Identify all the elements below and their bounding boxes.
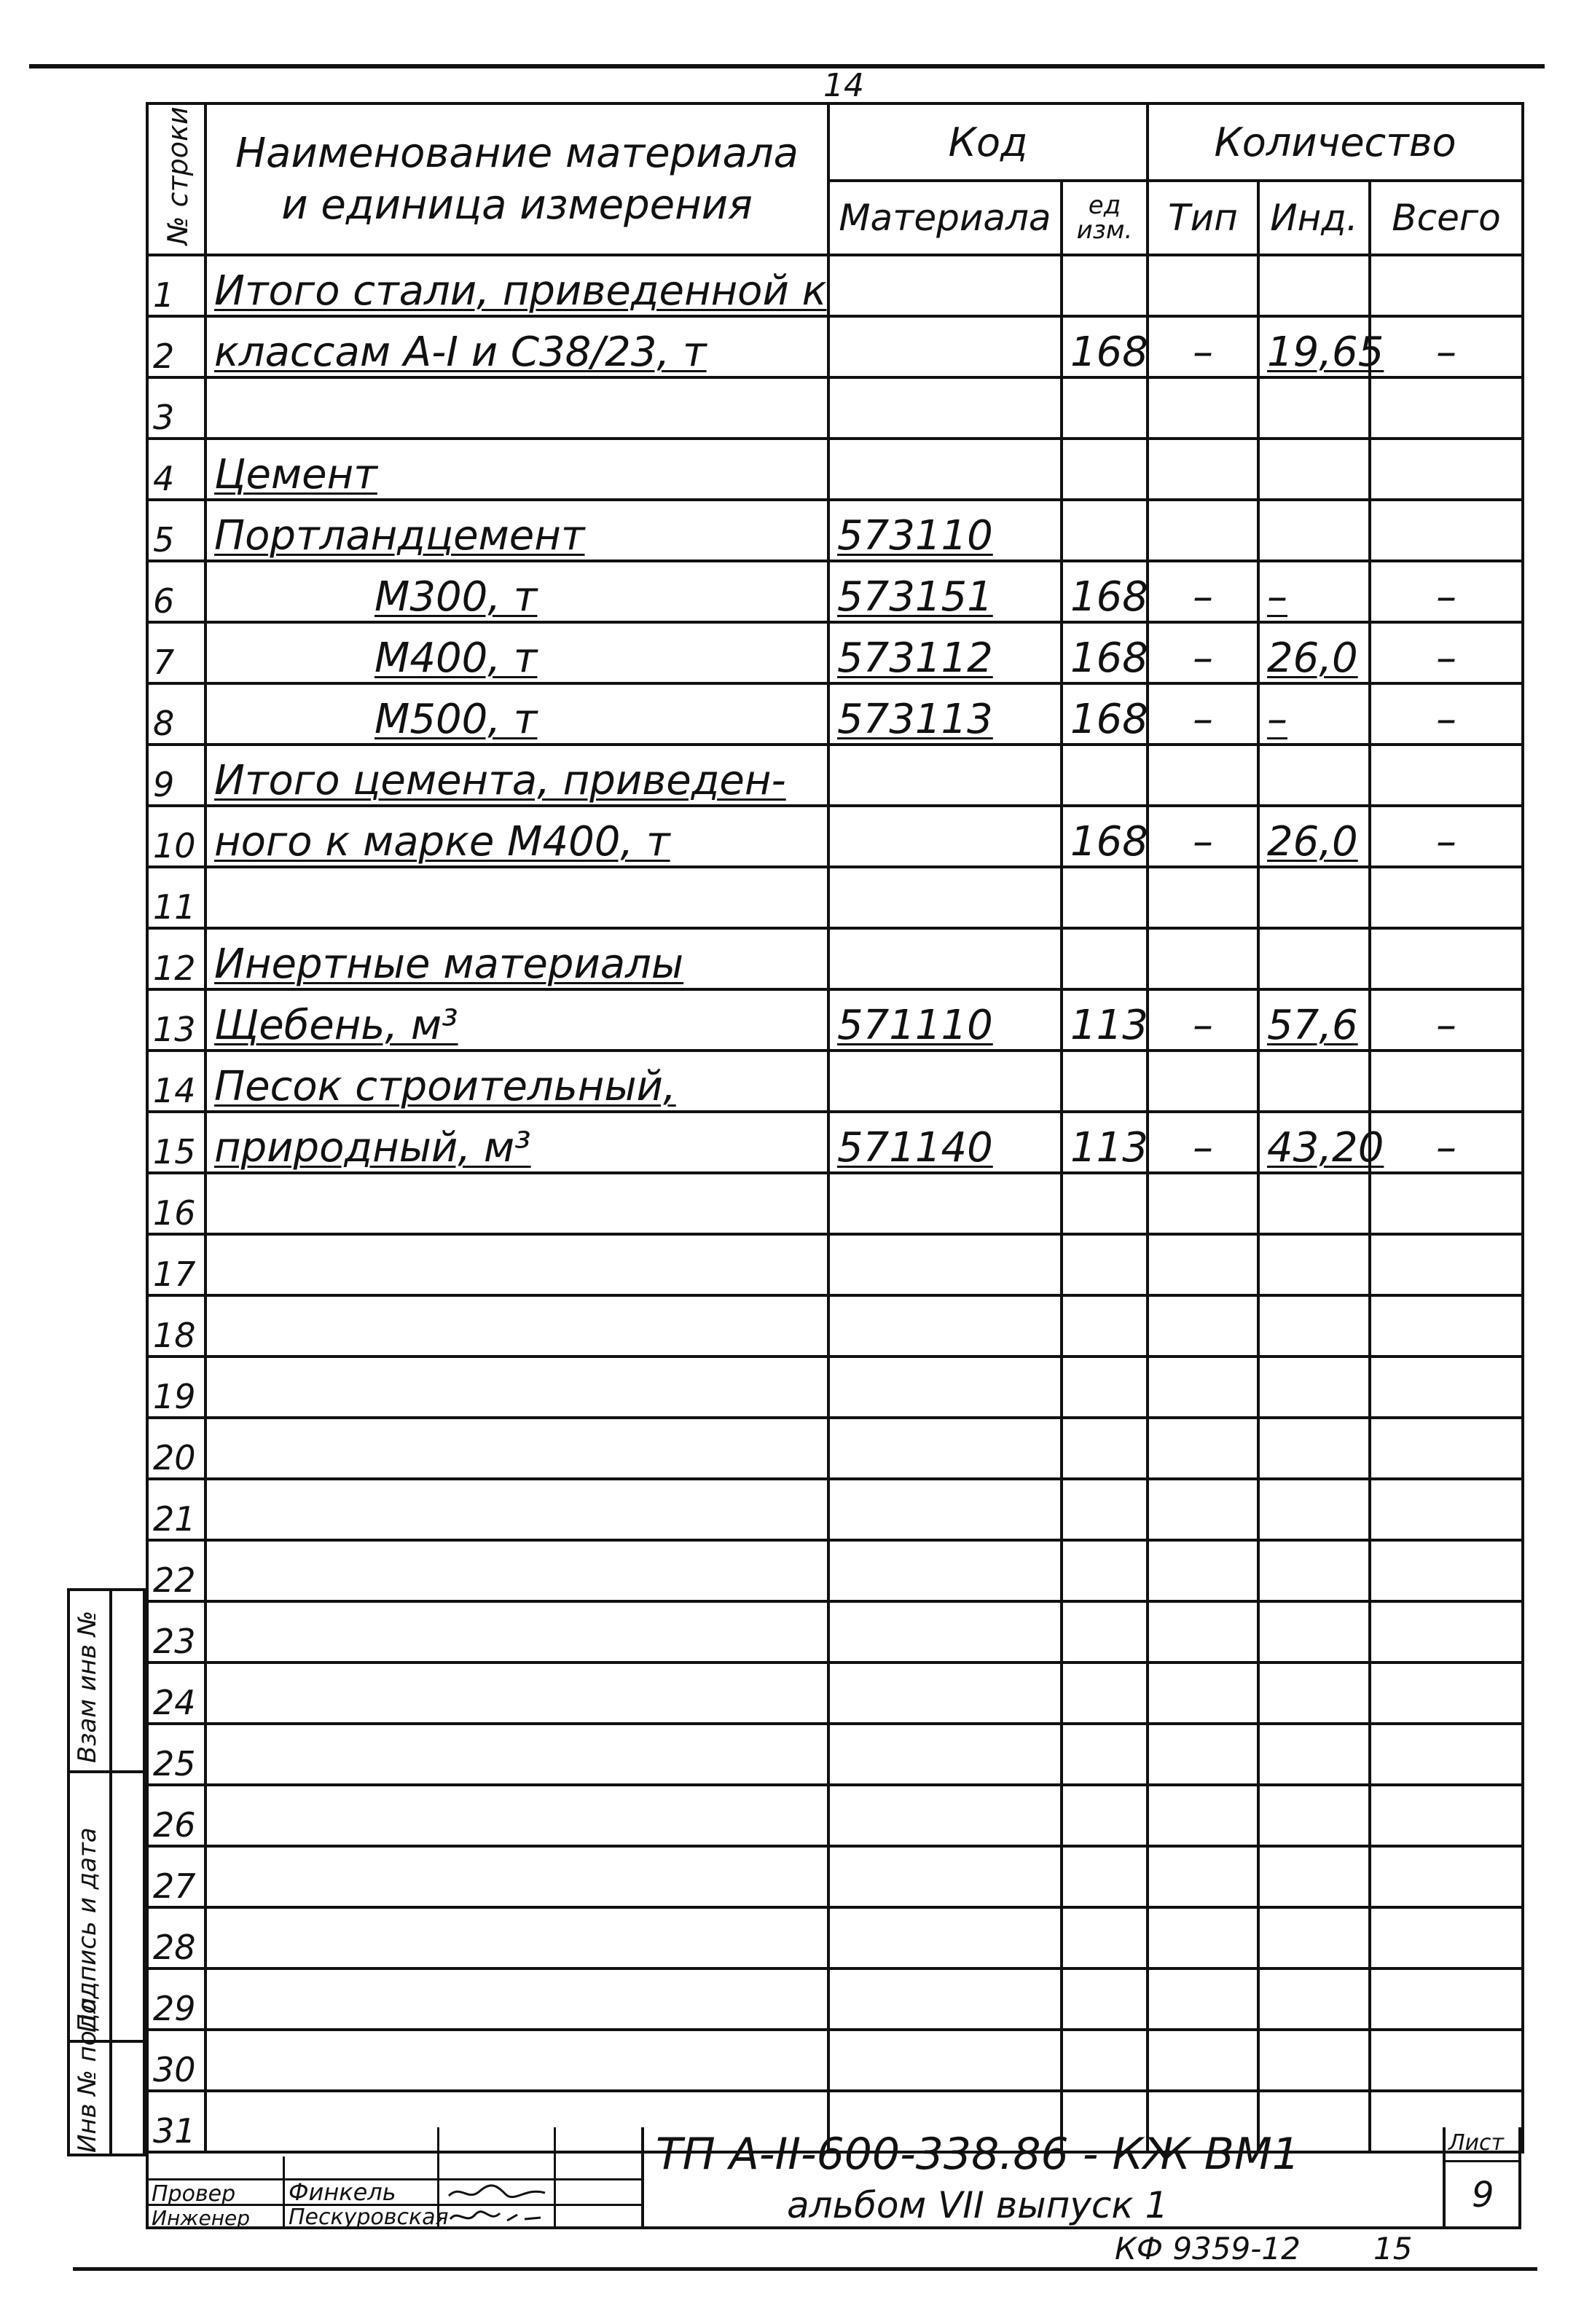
table-row [147, 867, 1523, 928]
material-code-cell [828, 1173, 1062, 1234]
material-name-cell: классам A-I и C38/23, т [205, 316, 828, 377]
bottom-rule [73, 2267, 1537, 2271]
unit-code-cell [1062, 1724, 1148, 1785]
table-row [147, 928, 1523, 989]
qty-total-cell [1370, 255, 1523, 316]
code-material-header: Материала [828, 181, 1062, 255]
qty-total-cell: – [1370, 683, 1523, 745]
material-name-cell [205, 2030, 828, 2091]
material-code-cell [828, 1601, 1062, 1662]
row-number-cell: 11 [147, 867, 205, 928]
material-name-cell [205, 1968, 828, 2030]
qty-ind-cell [1258, 1846, 1370, 1907]
unit-code-cell [1062, 928, 1148, 989]
material-code-cell [828, 1540, 1062, 1601]
material-code-cell: 573151 [828, 561, 1062, 622]
qty-type-cell [1148, 1846, 1258, 1907]
row-number-cell: 29 [147, 1968, 205, 2030]
material-code-cell: 571110 [828, 989, 1062, 1051]
qty-total-cell [1370, 1418, 1523, 1479]
qty-type-cell [1148, 1540, 1258, 1601]
qty-ind-cell [1258, 1357, 1370, 1418]
unit-code-cell [1062, 1479, 1148, 1540]
qty-total-cell: – [1370, 806, 1523, 867]
table-row [147, 500, 1523, 561]
row-number-cell: 5 [147, 500, 205, 561]
table-row [147, 745, 1523, 806]
qty-ind-cell: 43,20 [1258, 1112, 1370, 1173]
side-stamp-replaces-inv: Взам инв № [73, 1610, 102, 1763]
material-code-cell [828, 1295, 1062, 1357]
row-number-cell: 31 [147, 2091, 205, 2152]
unit-code-cell [1062, 2030, 1148, 2091]
row-number-cell: 8 [147, 683, 205, 745]
qty-type-cell: – [1148, 1112, 1258, 1173]
table-row [147, 561, 1523, 622]
unit-code-cell: 168 [1062, 622, 1148, 683]
material-code-cell [828, 867, 1062, 928]
qty-total-cell [1370, 1234, 1523, 1295]
row-number-cell: 15 [147, 1112, 205, 1173]
name-column-header [205, 103, 828, 255]
unit-code-cell [1062, 1540, 1148, 1601]
row-number-cell: 19 [147, 1357, 205, 1418]
row-number-cell: 1 [147, 255, 205, 316]
unit-code-cell [1062, 1051, 1148, 1112]
row-number-cell: 21 [147, 1479, 205, 1540]
qty-type-cell [1148, 1662, 1258, 1724]
material-name-cell [205, 1662, 828, 1724]
row-number-cell: 14 [147, 1051, 205, 1112]
unit-code-cell [1062, 255, 1148, 316]
material-name-cell [205, 1785, 828, 1846]
table-row [147, 316, 1523, 377]
qty-total-cell: – [1370, 989, 1523, 1051]
qty-ind-cell [1258, 928, 1370, 989]
material-name-cell: Песок строительный, [205, 1051, 828, 1112]
row-number-cell: 24 [147, 1662, 205, 1724]
material-name-cell: Итого стали, приведенной к [205, 255, 828, 316]
qty-ind-cell [1258, 1662, 1370, 1724]
table-row [147, 1968, 1523, 2030]
role-checked: Провер [152, 2181, 236, 2207]
qty-ind-cell: – [1258, 561, 1370, 622]
material-name-cell [205, 1907, 828, 1968]
unit-code-cell [1062, 1234, 1148, 1295]
material-code-cell [828, 1418, 1062, 1479]
qty-ind-cell [1258, 1418, 1370, 1479]
material-name-cell [205, 1601, 828, 1662]
qty-ind-cell [1258, 1479, 1370, 1540]
material-name-cell [205, 1234, 828, 1295]
material-code-cell [828, 928, 1062, 989]
title-block-col-3 [554, 2127, 556, 2229]
qty-ind-cell [1258, 1051, 1370, 1112]
sheet-number: 9 [1472, 2175, 1494, 2215]
table-row [147, 377, 1523, 439]
unit-code-cell [1062, 377, 1148, 439]
material-code-cell [828, 1968, 1062, 2030]
material-name-cell [205, 1295, 828, 1357]
qty-ind-cell [1258, 2030, 1370, 2091]
material-name-cell: Инертные материалы [205, 928, 828, 989]
row-number-cell: 10 [147, 806, 205, 867]
material-code-cell [828, 439, 1062, 500]
material-code-cell [828, 1234, 1062, 1295]
qty-total-cell [1370, 867, 1523, 928]
table-row [147, 1724, 1523, 1785]
material-name-cell: Портландцемент [205, 500, 828, 561]
qty-ind-cell: 57,6 [1258, 989, 1370, 1051]
row-number-cell: 18 [147, 1295, 205, 1357]
table-row [147, 1662, 1523, 1724]
person-engineer: Пескуровская [289, 2205, 449, 2230]
qty-ind-cell [1258, 1295, 1370, 1357]
material-code-cell [828, 377, 1062, 439]
material-code-cell: 573112 [828, 622, 1062, 683]
material-name-cell: M500, т [205, 683, 828, 745]
table-row [147, 439, 1523, 500]
material-code-cell [828, 255, 1062, 316]
qty-type-header: Тип [1148, 181, 1258, 255]
unit-code-cell [1062, 867, 1148, 928]
material-code-cell: 573110 [828, 500, 1062, 561]
qty-type-cell: – [1148, 683, 1258, 745]
qty-total-cell [1370, 1051, 1523, 1112]
title-block-col-4 [641, 2127, 644, 2229]
unit-code-cell [1062, 500, 1148, 561]
material-code-cell [828, 1357, 1062, 1418]
material-name-cell: ного к марке M400, т [205, 806, 828, 867]
table-row [147, 1051, 1523, 1112]
name-header-line2: и единица измерения [281, 181, 753, 229]
material-code-cell [828, 1724, 1062, 1785]
unit-code-cell [1062, 1662, 1148, 1724]
materials-table [146, 102, 1524, 2154]
qty-ind-cell: 26,0 [1258, 806, 1370, 867]
qty-total-cell: – [1370, 622, 1523, 683]
material-code-cell [828, 806, 1062, 867]
material-name-cell: Щебень, м³ [205, 989, 828, 1051]
qty-total-cell [1370, 1846, 1523, 1907]
qty-total-cell [1370, 1601, 1523, 1662]
unit-code-cell: 168 [1062, 561, 1148, 622]
unit-code-cell [1062, 745, 1148, 806]
qty-type-cell [1148, 1479, 1258, 1540]
qty-total-cell [1370, 2030, 1523, 2091]
side-stamp-sign-date: Подпись и дата [73, 1827, 102, 2033]
qty-ind-cell [1258, 439, 1370, 500]
unit-code-cell [1062, 1846, 1148, 1907]
table-row [147, 1418, 1523, 1479]
material-code-cell [828, 1051, 1062, 1112]
qty-type-cell [1148, 2030, 1258, 2091]
qty-type-cell [1148, 1173, 1258, 1234]
unit-code-cell [1062, 1295, 1148, 1357]
row-number-cell: 4 [147, 439, 205, 500]
qty-type-cell [1148, 1051, 1258, 1112]
qty-ind-cell [1258, 1968, 1370, 2030]
qty-total-cell [1370, 1540, 1523, 1601]
unit-code-cell: 113 [1062, 1112, 1148, 1173]
qty-total-cell [1370, 1968, 1523, 2030]
qty-total-cell: – [1370, 561, 1523, 622]
side-stamp-divider-1 [67, 1770, 146, 1773]
material-name-cell: M300, т [205, 561, 828, 622]
title-block-col-1 [283, 2156, 285, 2229]
qty-total-cell: – [1370, 316, 1523, 377]
qty-type-cell [1148, 1907, 1258, 1968]
table-row [147, 1907, 1523, 1968]
side-stamp-inner [109, 1588, 112, 2156]
row-number-cell: 6 [147, 561, 205, 622]
qty-ind-cell [1258, 1724, 1370, 1785]
materials-table-body [147, 255, 1523, 2152]
table-row [147, 1112, 1523, 1173]
material-name-cell [205, 377, 828, 439]
quantity-group-header: Количество [1148, 103, 1523, 181]
title-block-col-sheet [1443, 2127, 1446, 2229]
material-code-cell [828, 745, 1062, 806]
qty-total-cell [1370, 745, 1523, 806]
row-number-cell: 28 [147, 1907, 205, 1968]
material-name-cell: M400, т [205, 622, 828, 683]
qty-type-cell [1148, 745, 1258, 806]
material-code-cell [828, 1479, 1062, 1540]
qty-total-cell [1370, 1662, 1523, 1724]
unit-code-cell [1062, 1357, 1148, 1418]
qty-ind-cell [1258, 1234, 1370, 1295]
qty-total-cell [1370, 928, 1523, 989]
page-number: 14 [823, 67, 864, 104]
table-row [147, 1540, 1523, 1601]
qty-total-cell [1370, 500, 1523, 561]
material-name-cell: Цемент [205, 439, 828, 500]
sheet-label: Лист [1448, 2130, 1505, 2156]
material-name-cell [205, 1479, 828, 1540]
qty-type-cell [1148, 377, 1258, 439]
material-name-cell: природный, м³ [205, 1112, 828, 1173]
unit-code-cell [1062, 1173, 1148, 1234]
table-row [147, 1846, 1523, 1907]
qty-total-cell: – [1370, 1112, 1523, 1173]
title-block-sheet-rule [1443, 2160, 1521, 2162]
qty-type-cell [1148, 1357, 1258, 1418]
qty-total-cell [1370, 1357, 1523, 1418]
table-row [147, 1295, 1523, 1357]
material-code-cell: 571140 [828, 1112, 1062, 1173]
material-code-cell [828, 1662, 1062, 1724]
qty-type-cell: – [1148, 622, 1258, 683]
qty-type-cell: – [1148, 316, 1258, 377]
qty-type-cell [1148, 1295, 1258, 1357]
table-row [147, 1357, 1523, 1418]
table-row [147, 1479, 1523, 1540]
material-code-cell [828, 2030, 1062, 2091]
qty-total-cell [1370, 1295, 1523, 1357]
qty-total-cell [1370, 1173, 1523, 1234]
qty-type-cell [1148, 1234, 1258, 1295]
table-row [147, 622, 1523, 683]
code-group-header: Код [828, 103, 1148, 181]
role-engineer: Инженер [152, 2206, 251, 2230]
qty-type-cell: – [1148, 989, 1258, 1051]
name-header-line1: Наименование материала [235, 130, 799, 177]
table-row [147, 1173, 1523, 1234]
qty-type-cell [1148, 1724, 1258, 1785]
row-number-cell: 30 [147, 2030, 205, 2091]
qty-ind-cell [1258, 377, 1370, 439]
qty-type-cell [1148, 1785, 1258, 1846]
table-row [147, 806, 1523, 867]
qty-total-cell [1370, 1724, 1523, 1785]
unit-code-cell [1062, 1418, 1148, 1479]
material-code-cell [828, 316, 1062, 377]
qty-ind-cell [1258, 1785, 1370, 1846]
row-number-cell: 23 [147, 1601, 205, 1662]
code-unit-header: ед изм. [1062, 181, 1148, 255]
row-number-cell: 9 [147, 745, 205, 806]
row-number-cell: 12 [147, 928, 205, 989]
qty-type-cell [1148, 928, 1258, 989]
qty-total-header: Всего [1370, 181, 1523, 255]
qty-ind-cell [1258, 867, 1370, 928]
row-number-header-label: № строки [162, 106, 194, 245]
table-row [147, 255, 1523, 316]
table-row [147, 1601, 1523, 1662]
material-name-cell [205, 1846, 828, 1907]
qty-total-cell [1370, 1479, 1523, 1540]
table-row [147, 989, 1523, 1051]
qty-type-cell [1148, 1418, 1258, 1479]
row-number-cell: 17 [147, 1234, 205, 1295]
qty-total-cell [1370, 439, 1523, 500]
row-number-cell: 20 [147, 1418, 205, 1479]
stamp-page: 15 [1373, 2231, 1413, 2266]
designation-line-1: ТП A-II-600-338.86 - КЖ ВМ1 [656, 2129, 1300, 2180]
qty-total-cell [1370, 1907, 1523, 1968]
designation-line-2: альбом VII выпуск 1 [787, 2184, 1169, 2226]
unit-code-cell [1062, 1601, 1148, 1662]
material-name-cell [205, 1540, 828, 1601]
qty-type-cell [1148, 1601, 1258, 1662]
qty-type-cell [1148, 255, 1258, 316]
qty-ind-cell [1258, 1601, 1370, 1662]
row-number-cell: 2 [147, 316, 205, 377]
material-name-cell: Итого цемента, приведен- [205, 745, 828, 806]
qty-ind-cell [1258, 255, 1370, 316]
qty-ind-cell: 26,0 [1258, 622, 1370, 683]
row-number-cell: 7 [147, 622, 205, 683]
stamp-code: КФ 9359-12 [1115, 2231, 1301, 2266]
qty-ind-cell [1258, 1540, 1370, 1601]
unit-code-cell: 168 [1062, 806, 1148, 867]
unit-code-cell: 168 [1062, 683, 1148, 745]
qty-ind-cell [1258, 1907, 1370, 1968]
unit-code-cell [1062, 439, 1148, 500]
signature-1 [446, 2180, 548, 2205]
qty-type-cell [1148, 1968, 1258, 2030]
signature-2 [446, 2206, 548, 2228]
material-code-cell [828, 1907, 1062, 1968]
qty-total-cell [1370, 1785, 1523, 1846]
qty-ind-cell [1258, 500, 1370, 561]
material-name-cell [205, 1418, 828, 1479]
unit-code-cell [1062, 1907, 1148, 1968]
material-name-cell [205, 1173, 828, 1234]
row-number-cell: 22 [147, 1540, 205, 1601]
row-number-cell: 16 [147, 1173, 205, 1234]
top-rule [29, 64, 1545, 68]
unit-code-cell: 113 [1062, 989, 1148, 1051]
qty-ind-cell: – [1258, 683, 1370, 745]
row-number-cell: 3 [147, 377, 205, 439]
material-name-cell [205, 1724, 828, 1785]
table-row [147, 2030, 1523, 2091]
material-code-cell: 573113 [828, 683, 1062, 745]
table-row [147, 1785, 1523, 1846]
material-code-cell [828, 1846, 1062, 1907]
side-stamp-inv-orig: Инв № подл [73, 1998, 102, 2153]
qty-type-cell [1148, 439, 1258, 500]
row-number-header [147, 103, 205, 255]
row-number-cell: 13 [147, 989, 205, 1051]
unit-code-cell [1062, 1968, 1148, 2030]
qty-ind-header: Инд. [1258, 181, 1370, 255]
table-row [147, 1234, 1523, 1295]
qty-total-cell [1370, 377, 1523, 439]
table-row [147, 683, 1523, 745]
qty-type-cell [1148, 500, 1258, 561]
row-number-cell: 26 [147, 1785, 205, 1846]
qty-ind-cell: 19,65 [1258, 316, 1370, 377]
qty-type-cell: – [1148, 561, 1258, 622]
qty-type-cell: – [1148, 806, 1258, 867]
unit-code-cell [1062, 1785, 1148, 1846]
qty-type-cell [1148, 867, 1258, 928]
material-name-cell [205, 1357, 828, 1418]
row-number-cell: 27 [147, 1846, 205, 1907]
material-name-cell [205, 867, 828, 928]
row-number-cell: 25 [147, 1724, 205, 1785]
unit-code-cell: 168 [1062, 316, 1148, 377]
qty-ind-cell [1258, 745, 1370, 806]
person-checked: Финкель [289, 2178, 396, 2206]
qty-ind-cell [1258, 1173, 1370, 1234]
material-code-cell [828, 1785, 1062, 1846]
